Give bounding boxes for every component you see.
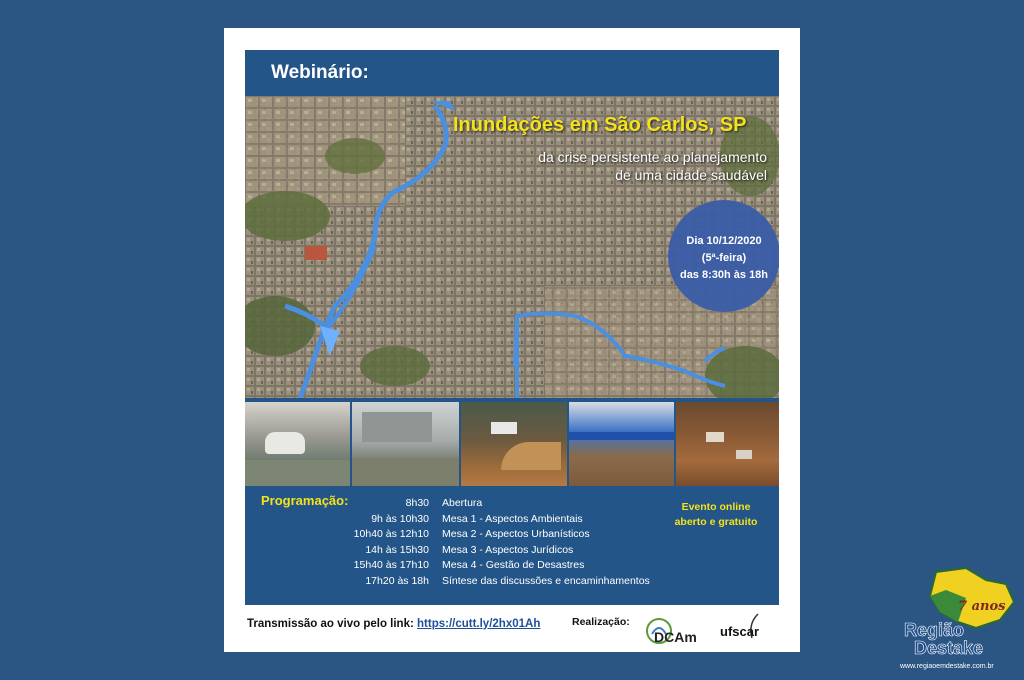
- program-event: Mesa 4 - Gestão de Desastres: [442, 559, 585, 571]
- program-time: 8h30: [405, 497, 429, 509]
- program-events: [442, 496, 650, 589]
- flood-photo: [352, 402, 459, 486]
- dcam-logo-text: DCAm: [654, 629, 697, 645]
- poster-title: Inundações em São Carlos, SP: [453, 114, 747, 136]
- flood-photo: [245, 402, 350, 486]
- stream-label: Transmissão ao vivo pelo link:: [247, 618, 414, 630]
- flood-photo: [569, 402, 674, 486]
- date-line: (5ª-feira): [701, 252, 747, 264]
- dcam-logo: [646, 614, 704, 648]
- logo-url: www.regiaoemdestake.com.br: [900, 663, 994, 670]
- logo-line-1: Região: [904, 620, 965, 640]
- program-event: Mesa 2 - Aspectos Urbanísticos: [442, 528, 590, 540]
- program-event: Mesa 3 - Aspectos Jurídicos: [442, 543, 574, 556]
- online-line: aberto e gratuito: [674, 516, 758, 528]
- program-time: 9h às 10h30: [371, 512, 429, 525]
- regiao-destake-logo: [896, 562, 1020, 674]
- flood-photo-strip: [245, 402, 779, 486]
- subtitle-line: de uma cidade saudável: [615, 167, 767, 183]
- program-time: 17h20 às 18h: [365, 574, 429, 587]
- program-time: 10h40 às 12h10: [353, 528, 429, 540]
- poster-kicker: Webinário:: [271, 62, 369, 83]
- program-event: Abertura: [442, 497, 483, 509]
- date-line: das 8:30h às 18h: [679, 269, 769, 281]
- flood-photo: [461, 402, 566, 486]
- program-event: Síntese das discussões e encaminhamentos: [442, 574, 650, 587]
- anniversary-badge: 7 anos: [958, 599, 1006, 614]
- logo-line-2: Destake: [914, 638, 984, 658]
- event-date: [668, 233, 779, 284]
- program-times: [325, 496, 429, 589]
- stream-info: [247, 618, 540, 630]
- poster-subtitle: [485, 148, 767, 184]
- online-line: Evento online: [681, 501, 751, 513]
- program-event: Mesa 1 - Aspectos Ambientais: [442, 512, 583, 525]
- program-heading: Programação:: [261, 493, 349, 508]
- subtitle-line: da crise persistente ao planejamento: [538, 149, 767, 165]
- ufscar-logo-text: ufscar: [720, 624, 760, 639]
- ufscar-logo: [718, 612, 774, 648]
- program-time: 15h40 às 17h10: [353, 559, 429, 571]
- stream-link[interactable]: https://cutt.ly/2hx01Ah: [417, 618, 541, 630]
- date-line: Dia 10/12/2020: [686, 235, 762, 247]
- flood-photo: [676, 402, 779, 486]
- online-notice: [665, 500, 767, 530]
- realizacao-label: Realização:: [572, 616, 630, 628]
- program-time: 14h às 15h30: [365, 543, 429, 556]
- webinar-poster: [245, 50, 779, 605]
